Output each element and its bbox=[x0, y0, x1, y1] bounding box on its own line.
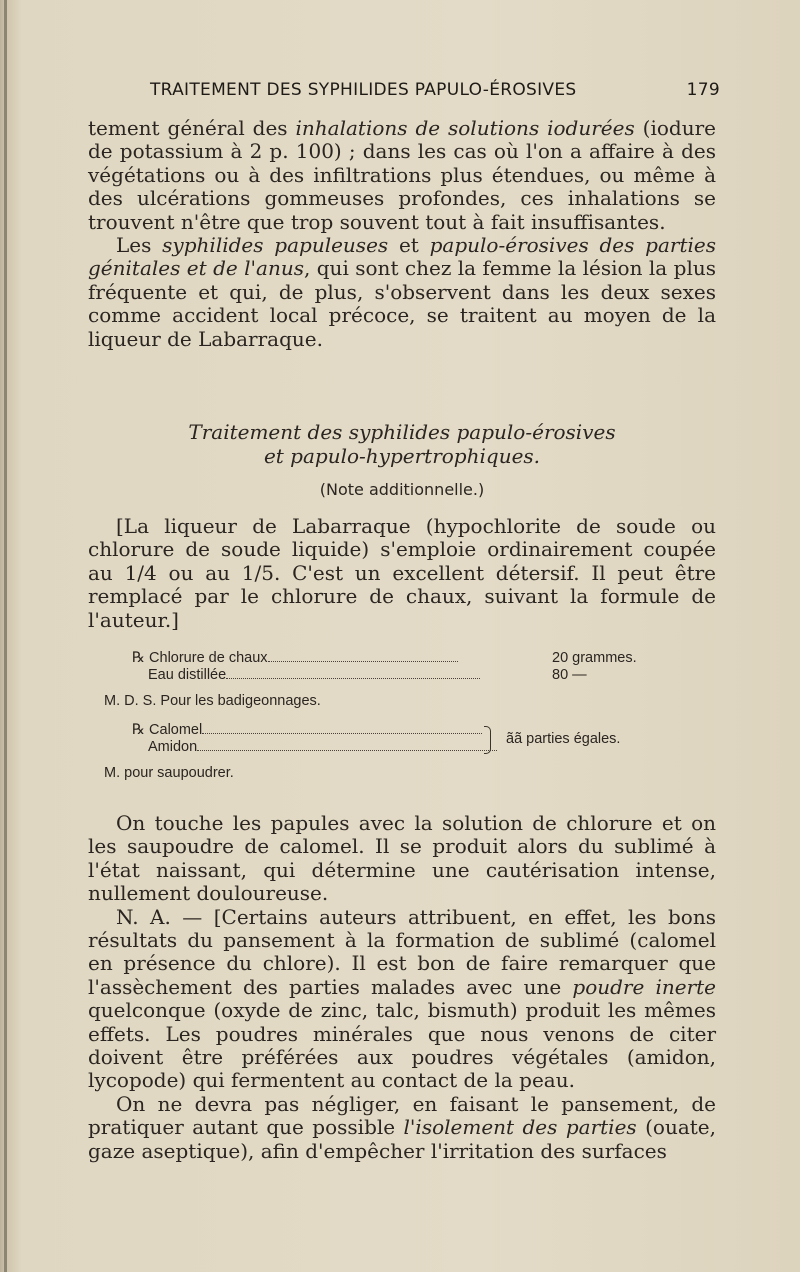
paragraph-na: N. A. — [Certains auteurs attribuent, en effet, les bons résultats du pansement à la formation de sublimé (calomel en présence du chlore). Il est bon de faire remarquer que l'assèchement des parties malades avec une poudre inerte quelconque (oxyde de zinc, talc, bismuth) produit les mêmes effets. Les poudres minérales que nous venons de citer doivent être préférées aux poudres végétales (amidon, lycopode) qui fermentent au contact de la peau. bbox=[88, 904, 717, 1093]
paragraph-papules: On touche les papules avec la solution de chlorure et on les saupoudre de calomel. Il se produit alors du sublimé à l'état naissant, qui détermine une cautérisation intense, nullement douloureuse. bbox=[88, 811, 716, 906]
body-text-bottom bbox=[88, 812, 716, 1163]
body-text-labarraque bbox=[88, 515, 716, 632]
formula-item: Chlorure de chaux bbox=[149, 650, 268, 666]
formula-item: Calomel bbox=[149, 722, 203, 738]
brace bbox=[484, 726, 491, 754]
formula-usage: M. D. S. Pour les badigeonnages. bbox=[104, 693, 321, 709]
paragraph-syphilides-genitales: Les syphilides papuleuses et papulo-érosives des parties génitales et de l'anus, qui sont chez la femme la lésion la plus fréquente et qui, de plus, s'observent dans les deux sexes comme accident local précoce, se traitent au moyen de la liqueur de Labarraque. bbox=[88, 233, 717, 351]
formula-qty: 20 grammes. bbox=[552, 650, 637, 666]
section-heading-line2: et papulo-hypertrophiques. bbox=[263, 444, 541, 468]
page-number: 179 bbox=[686, 80, 720, 100]
formula-calomel bbox=[104, 722, 694, 782]
formula-usage: M. pour saupoudrer. bbox=[104, 765, 234, 781]
running-title: TRAITEMENT DES SYPHILIDES PAPULO-ÉROSIVES bbox=[150, 80, 577, 100]
paragraph-pansement: On ne devra pas négliger, en faisant le pansement, de pratiquer autant que possible l'isolement des parties (ouate, gaze aseptique), afin d'empêcher l'irritation des surfaces bbox=[88, 1091, 716, 1163]
formula-chlorure bbox=[104, 650, 694, 710]
recipe-symbol: ℞ bbox=[132, 722, 145, 738]
additional-note-label: (Note additionnelle.) bbox=[319, 480, 485, 499]
formula-qty: ãã parties égales. bbox=[506, 731, 621, 747]
recipe-symbol: ℞ bbox=[132, 650, 145, 666]
body-text-top bbox=[88, 117, 716, 351]
section-heading-line1: Traitement des syphilides papulo-érosives bbox=[188, 420, 616, 444]
formula-qty: 80 — bbox=[552, 667, 587, 683]
formula-item: Eau distillée bbox=[148, 667, 227, 683]
paragraph-labarraque: [La liqueur de Labarraque (hypochlorite de soude ou chlorure de soude liquide) s'emploie ordinairement coupée au 1/4 ou au 1/5. C'est un excellent détersif. Il peut être remplacé par le chlorure de chaux, suivant la formule de l'auteur.] bbox=[88, 514, 716, 632]
running-header bbox=[150, 80, 720, 108]
paragraph-inhalations: tement général des inhalations de solutions iodurées (iodure de potassium à 2 p. 100) ; dans les cas où l'on a affaire à des végétations ou à des infiltrations plus étendues, ou même à des ulcérations gommeuses profondes, ces inhalations se trouvent n'être que trop souvent tout à fait insuffisantes. bbox=[88, 116, 716, 234]
book-spine bbox=[4, 0, 7, 1272]
section-heading bbox=[88, 420, 716, 468]
formula-item: Amidon bbox=[148, 739, 198, 755]
